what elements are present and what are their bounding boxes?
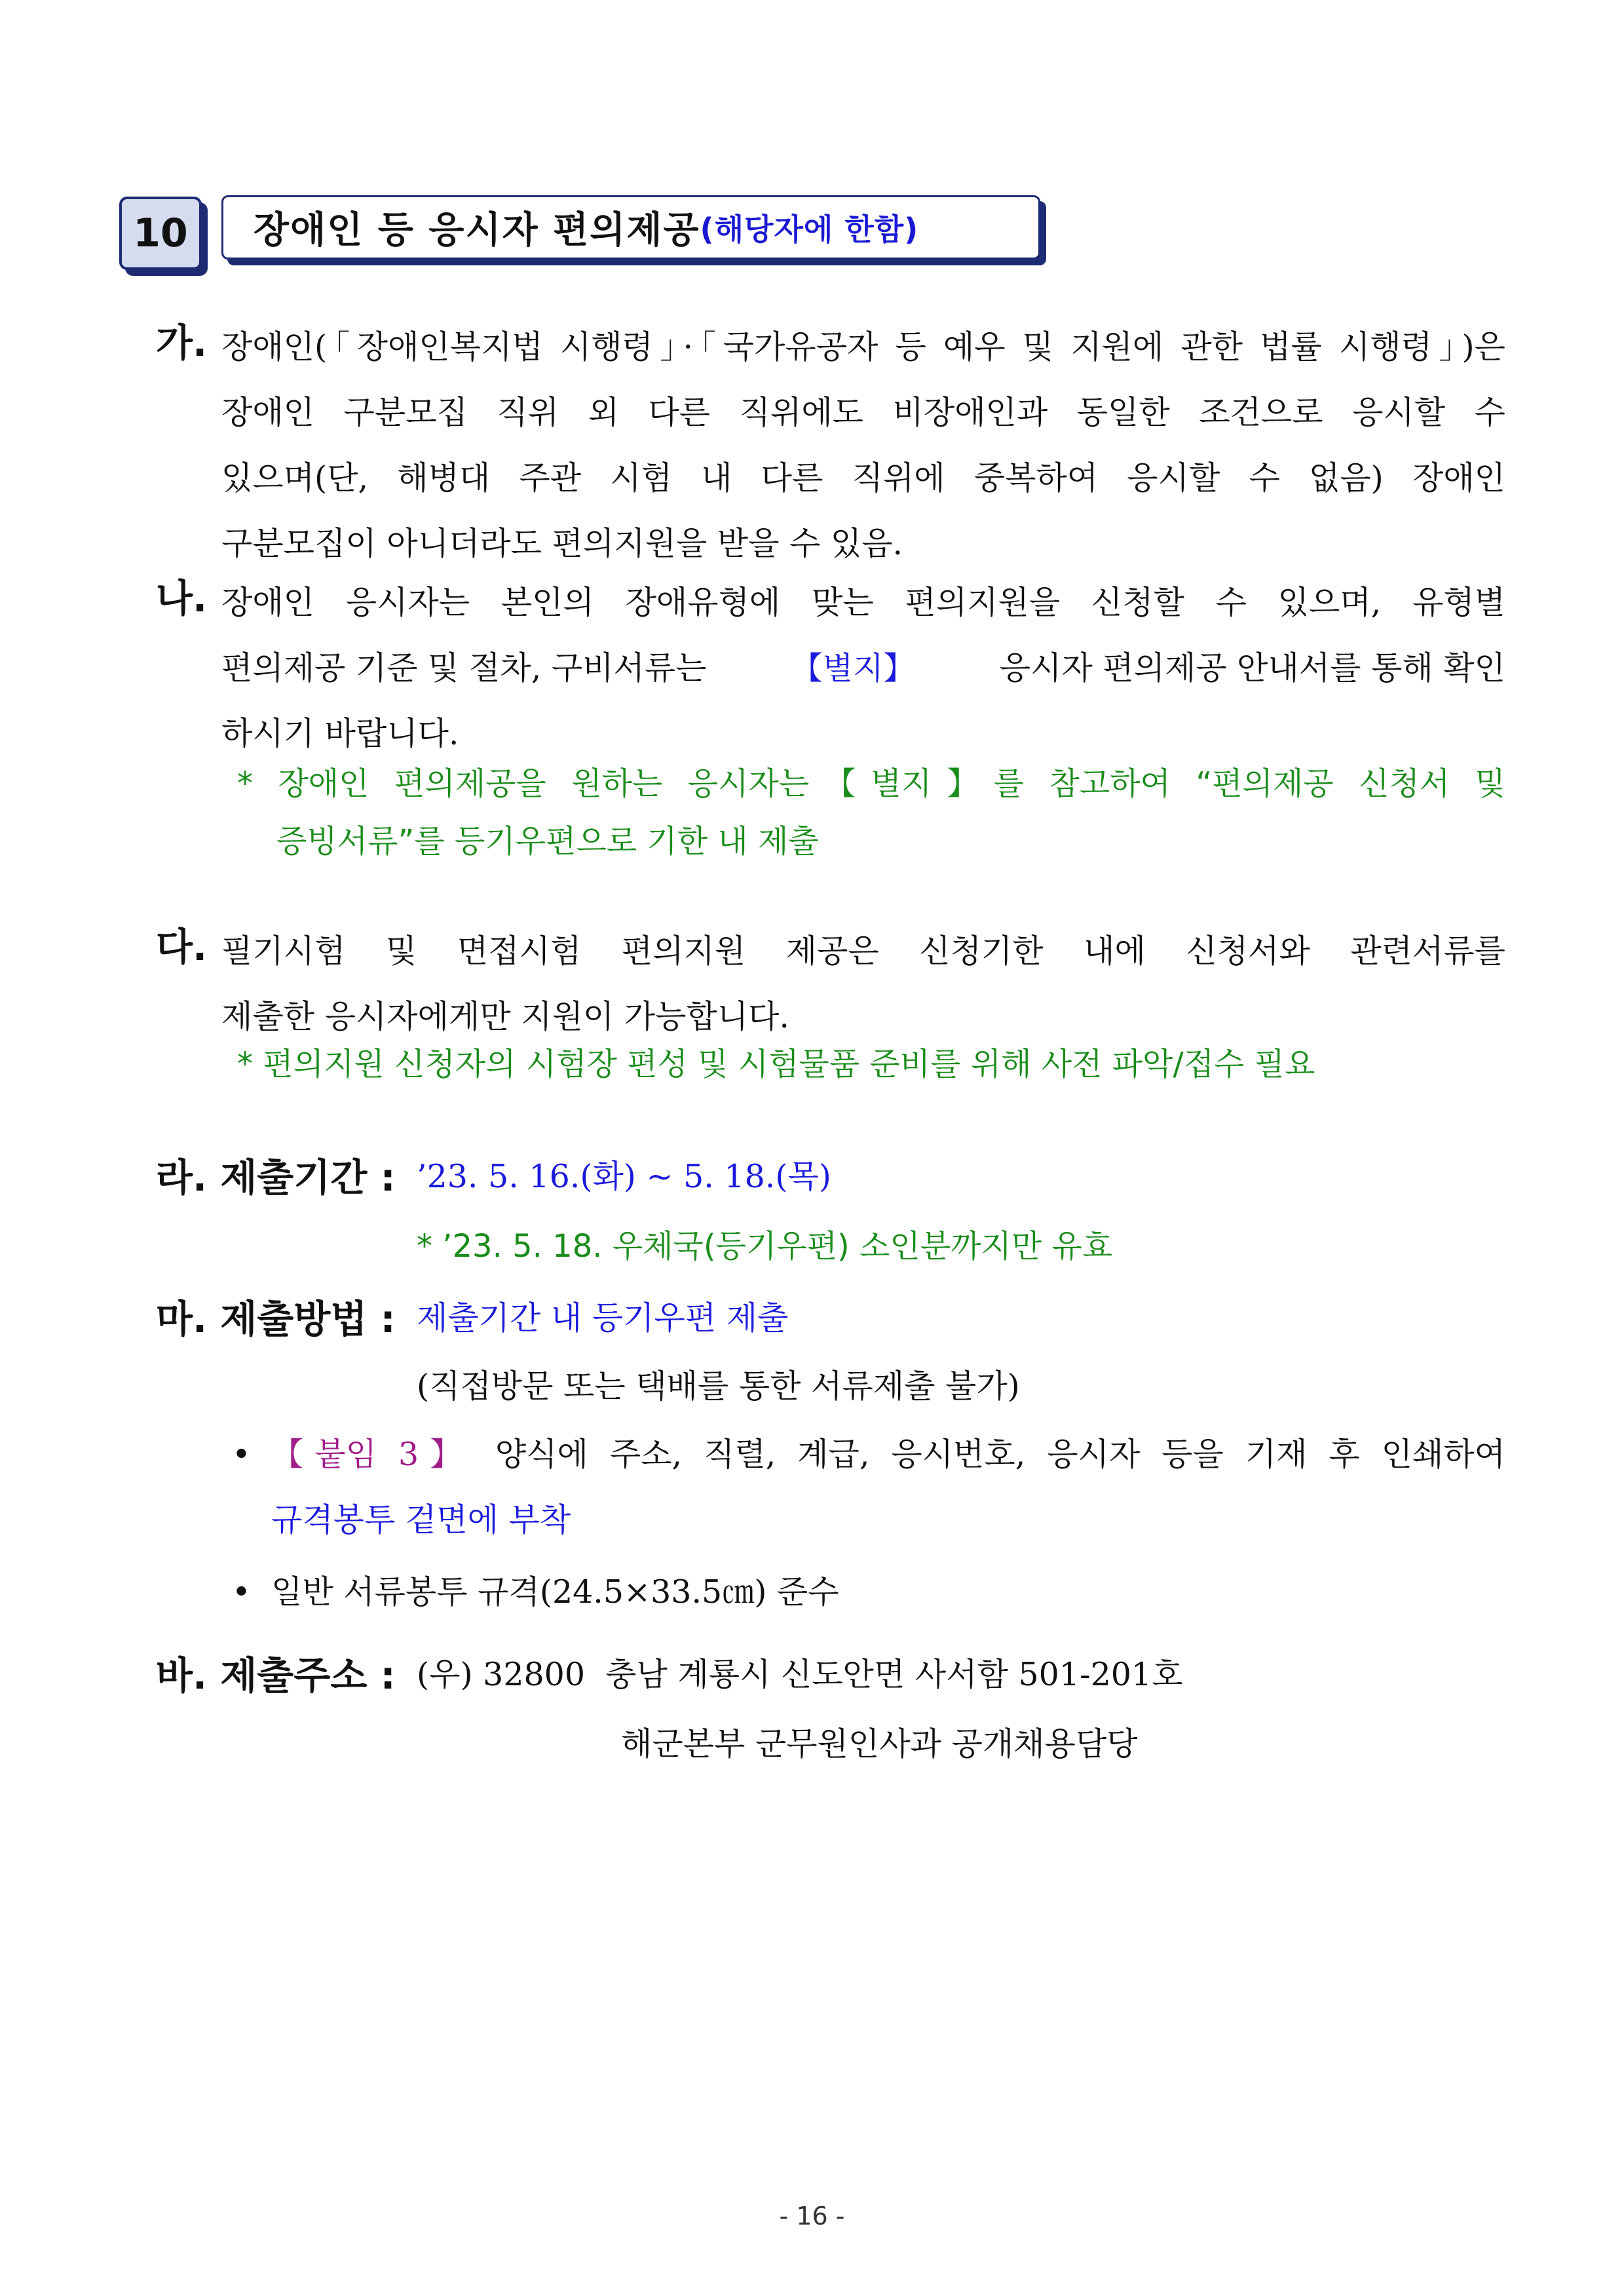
item-na-line: 하시기 바랍니다. [221,715,459,752]
item-da-line: 필기시험 및 면접시험 편의지원 제공은 신청기한 내에 신청서와 관련서류를 [221,932,1505,970]
bullet-item-line: 규격봉투 겉면에 부착 [271,1501,571,1539]
item-na-line2-a: 편의제공 기준 및 절차, 구비서류는 [221,649,707,687]
item-da-text [221,919,1505,1050]
item-ga-line: 있으며(단, 해병대 주관 시험 내 다른 직위에 중복하여 응시할 수 없음) 장애인 [221,459,1505,497]
submission-period: ’23. 5. 16.(화) ~ 5. 18.(목) [417,1158,831,1195]
item-na-note-line: * 장애인 편의제공을 원하는 응시자는【별지】를 참고하여 “편의제공 신청서 및 [237,765,1505,802]
item-na-marker: 나. [156,576,208,621]
item-ba-label: 바. 제출주소 : [156,1653,396,1698]
item-ga-line: 장애인 구분모집 직위 외 다른 직위에도 비장애인과 동일한 조건으로 응시할 수 [221,394,1505,431]
submission-method-paren: (직접방문 또는 택배를 통한 서류제출 불가) [417,1368,1020,1405]
item-ga-text [221,315,1505,577]
attachment-ref-butim3: 【붙임 3】 [271,1436,474,1473]
item-ra-label: 라. 제출기간 : [156,1155,396,1200]
submission-method: 제출기간 내 등기우편 제출 [417,1299,789,1337]
bullet-symbol: • [232,1573,251,1611]
submission-period-note: * ’23. 5. 18. 우체국(등기우편) 소인분까지만 유효 [417,1228,1113,1265]
attachment-ref-byeolji: 【별지】 [791,650,915,687]
bullet-item-line [271,1422,1505,1487]
item-na-note [237,755,1505,870]
page-number: - 16 - [779,2202,845,2230]
submission-address: (우) 32800 충남 계룡시 신도안면 사서함 501-201호 [417,1656,1183,1693]
item-ga-line: 구분모집이 아니더라도 편의지원을 받을 수 있음. [221,525,903,562]
item-na-note-line: 증빙서류”를 등기우편으로 기한 내 제출 [276,823,819,860]
bullet-symbol: • [232,1436,251,1473]
section-number: 10 [133,210,188,256]
bullet-item-envelope: 일반 서류봉투 규격(24.5×33.5㎝) 준수 [271,1573,839,1611]
item-da-note-line: * 편의지원 신청자의 시험장 편성 및 시험물품 준비를 위해 사전 파악/접수 필요 [237,1046,1315,1082]
bullet-item-text: 양식에 주소, 직렬, 계급, 응시번호, 응시자 등을 기재 후 인쇄하여 [473,1436,1505,1473]
item-da-marker: 다. [156,925,208,969]
bullet-item [271,1422,1505,1553]
item-na-line: 장애인 응시자는 본인의 장애유형에 맞는 편의지원을 신청할 수 있으며, 유형별 [221,584,1505,621]
item-na-text [221,570,1505,767]
item-ga-marker: 가. [156,320,208,365]
item-na-line [221,636,1505,701]
item-ga-line: 장애인(「장애인복지법 시행령」·「국가유공자 등 예우 및 지원에 관한 법률 시행령」)은 [221,328,1505,366]
item-da-line: 제출한 응시자에게만 지원이 가능합니다. [221,998,789,1035]
item-ma-label: 마. 제출방법 : [156,1297,396,1341]
section-title-box [221,195,1040,259]
section-number-badge [119,197,202,270]
item-na-line2-c: 응시자 편의제공 안내서를 통해 확인 [999,649,1505,687]
section-title-sub: (해당자에 한함) [700,212,919,247]
item-da-note [237,1035,1505,1093]
submission-address-dept: 해군본부 군무원인사과 공개채용담당 [621,1725,1138,1763]
section-title: 장애인 등 응시자 편의제공 [254,209,700,252]
